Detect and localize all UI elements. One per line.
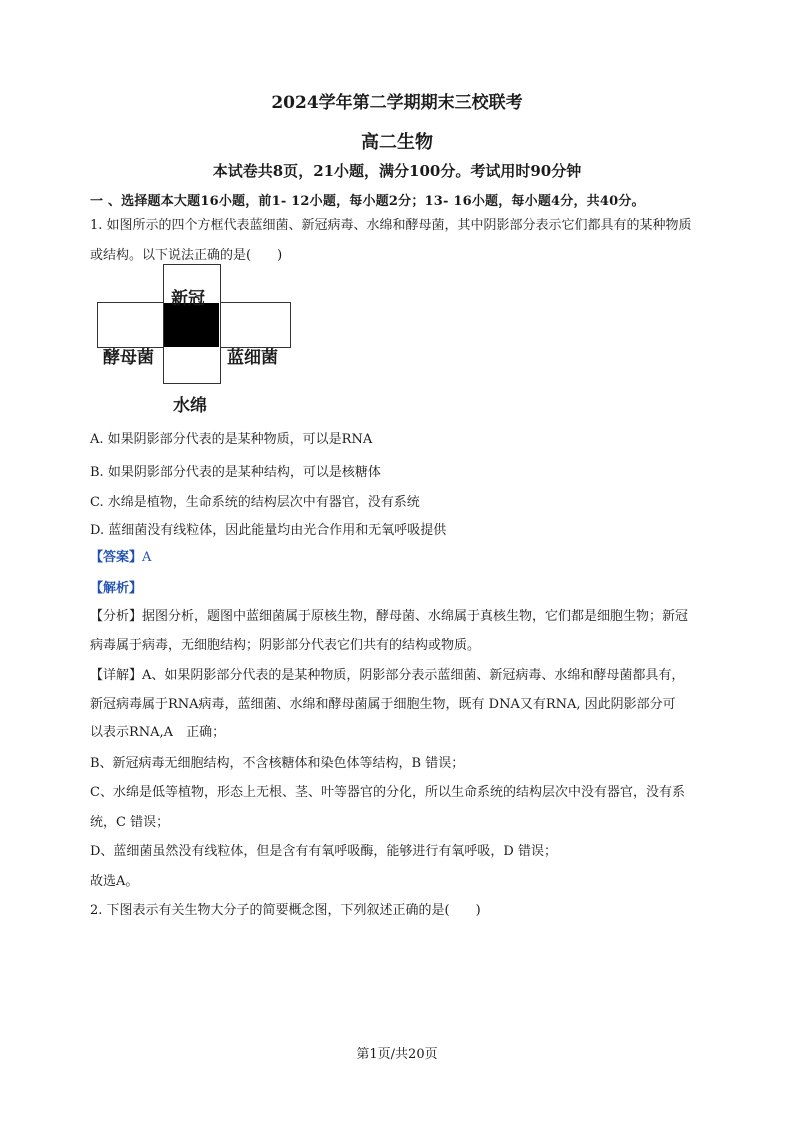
fenxi-text1: 据图分析，题图中蓝细菌属于原核生物，酵母菌、水绵属于真核生物，它们都是细胞生物；新冠 xyxy=(142,609,689,624)
q1-detail-line2: 新冠病毒属于RNA病毒，蓝细菌、水绵和酵母菌属于细胞生物，既有 DNA又有RNA, 因此阴影部分可 xyxy=(90,697,676,712)
q1-detail-b: B、新冠病毒无细胞结构，不含核糖体和染色体等结构，B 错误； xyxy=(90,756,465,771)
label-bluebacteria: 蓝细菌 xyxy=(227,348,278,368)
q1-detail-c2: 统，C 错误； xyxy=(90,815,170,830)
q1-option-d: D. 蓝细菌没有线粒体，因此能量均由光合作用和无氧呼吸提供 xyxy=(90,523,447,538)
q1-analysis-heading xyxy=(90,579,710,599)
q1-detail-line3: 以表示RNA,A 正确； xyxy=(90,725,226,740)
q1-stem-line1: 1. 如图所示的四个方框代表蓝细菌、新冠病毒、水绵和酵母菌，其中阴影部分表示它们都具有的某种物质 xyxy=(90,218,692,233)
q1-option-a: A. 如果阴影部分代表的是某种物质，可以是RNA xyxy=(90,432,373,447)
detail-tag: 【详解】 xyxy=(90,668,143,683)
detail-text1: A、如果阴影部分代表的是某种物质，阴影部分表示蓝细菌、新冠病毒、水绵和酵母菌都具有， xyxy=(142,668,685,683)
q1-fenxi-line1 xyxy=(90,607,710,627)
q1-answer xyxy=(90,548,710,568)
exam-title: 2024学年第二学期期末三校联考 xyxy=(271,93,523,113)
page-footer: 第1页/共20页 xyxy=(356,1047,438,1062)
q1-option-c: C. 水绵是植物，生命系统的结构层次中有器官，没有系统 xyxy=(90,495,420,510)
q1-conclusion: 故选A。 xyxy=(90,874,139,889)
section-heading: 一 、选择题本大题16小题，前1- 12小题，每小题2分；13- 16小题，每小题4分，共40分。 xyxy=(90,194,645,209)
label-yeast: 酵母菌 xyxy=(103,348,154,368)
answer-tag: 【答案】 xyxy=(90,550,143,565)
q1-detail-d: D、蓝细菌虽然没有线粒体，但是含有有氧呼吸酶，能够进行有氧呼吸，D 错误； xyxy=(90,844,557,859)
q1-fenxi-line2: 病毒属于病毒，无细胞结构；阴影部分代表它们共有的结构或物质。 xyxy=(90,638,481,653)
q1-diagram xyxy=(95,264,305,414)
analysis-tag: 【解析】 xyxy=(90,581,143,596)
shaded-overlap xyxy=(164,303,219,347)
q1-detail-line1 xyxy=(90,666,710,686)
q2-stem: 2. 下图表示有关生物大分子的简要概念图，下列叙述正确的是( ) xyxy=(90,903,481,918)
subject-title: 高二生物 xyxy=(361,132,433,153)
q1-detail-c1: C、水绵是低等植物，形态上无根、茎、叶等器官的分化，所以生命系统的结构层次中没有器官，没有系 xyxy=(90,785,685,800)
fenxi-tag: 【分析】 xyxy=(90,609,143,624)
exam-info: 本试卷共8页，21小题，满分100分。考试用时90分钟 xyxy=(212,162,582,180)
label-spirogyra: 水绵 xyxy=(173,396,207,416)
q1-option-b: B. 如果阴影部分代表的是某种结构，可以是核糖体 xyxy=(90,465,381,480)
q1-stem-line2: 或结构。以下说法正确的是( ) xyxy=(90,248,283,263)
answer-value: A xyxy=(142,550,152,565)
label-covid: 新冠 xyxy=(171,289,205,309)
